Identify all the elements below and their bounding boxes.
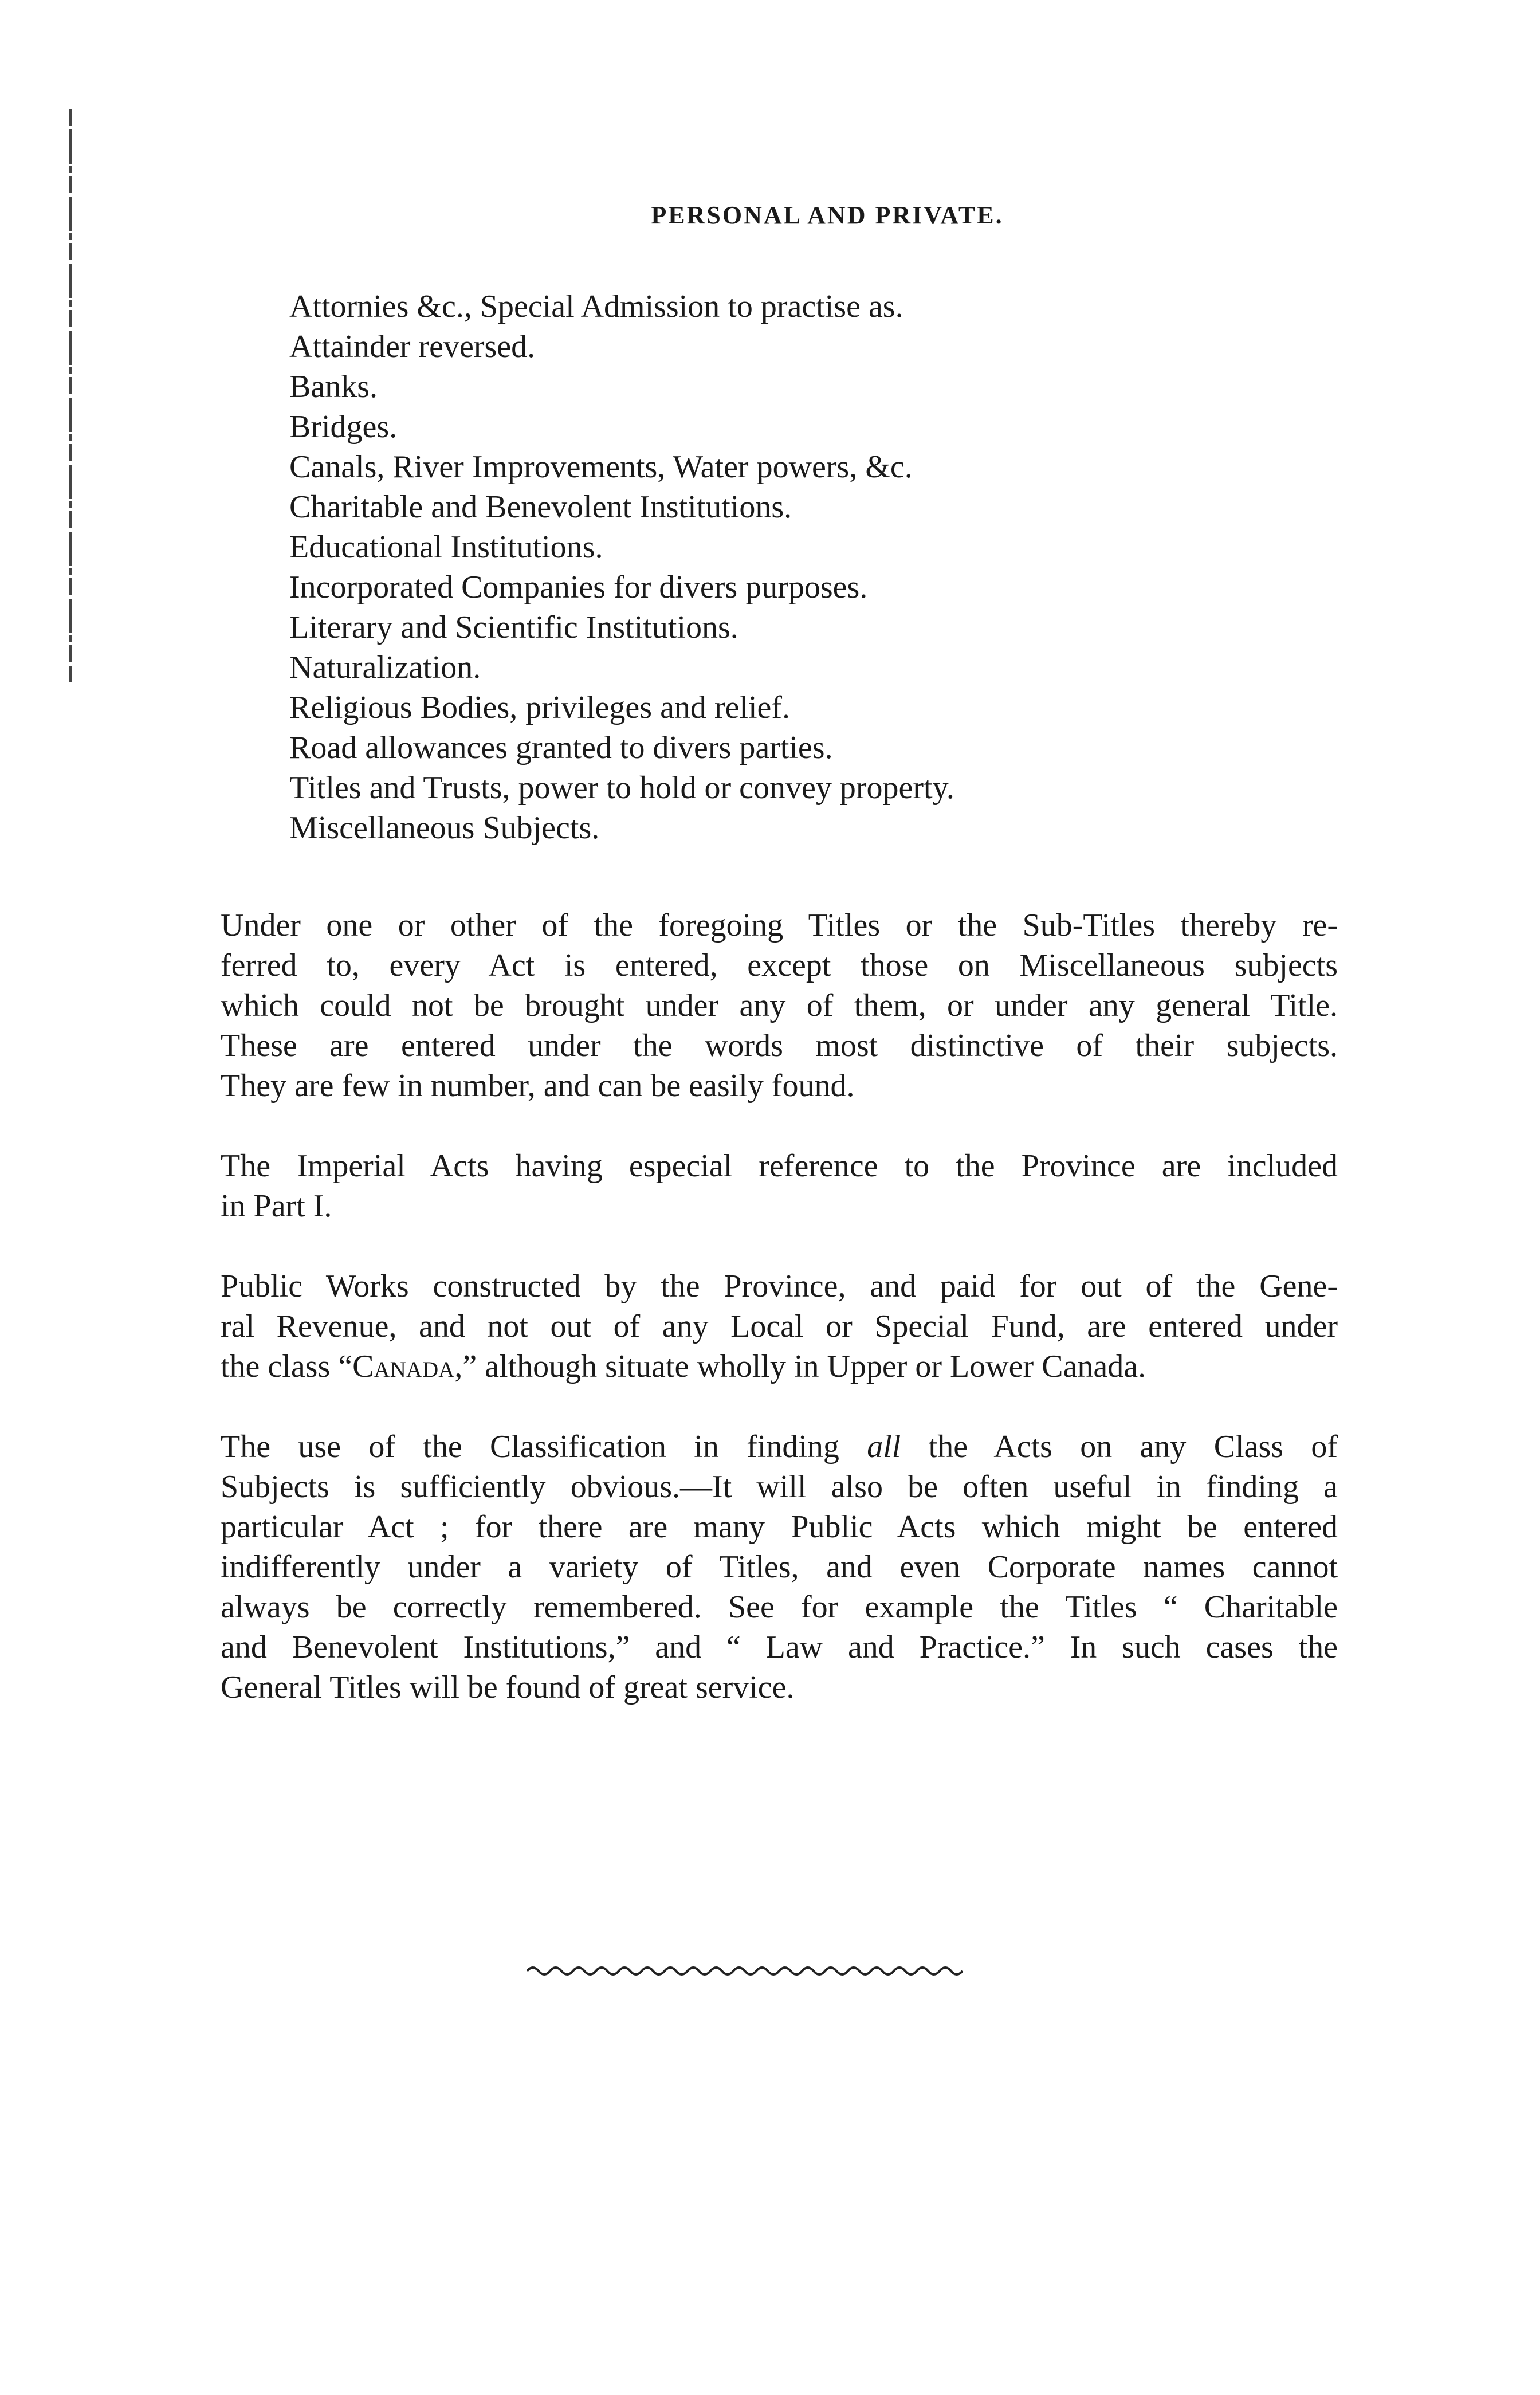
title-item: Road allowances granted to divers parties. (289, 730, 833, 765)
paragraph-line: They are few in number, and can be easily found. (221, 1068, 855, 1104)
paragraph-line (221, 1346, 1338, 1387)
paragraph-line: These are entered under the words most distinctive of their subjects. (221, 1028, 1338, 1063)
paragraph-line: ferred to, every Act is entered, except those on Miscellaneous subjects (221, 948, 1338, 983)
page-heading (0, 201, 1540, 230)
paragraph-line: and Benevolent Institutions,” and “ Law and Practice.” In such cases the (221, 1630, 1338, 1665)
paragraph-line: Public Works constructed by the Province, and paid for out of the Gene- (221, 1269, 1338, 1304)
paragraph-foregoing-titles (221, 905, 1338, 1106)
paragraph-classification-use (221, 1427, 1338, 1707)
title-item: Canals, River Improvements, Water powers, &c. (289, 449, 913, 485)
title-item: Banks. (289, 369, 378, 405)
emphasis-all: all (867, 1429, 901, 1465)
title-item: Literary and Scientific Institutions. (289, 610, 738, 645)
paragraph-line: The Imperial Acts having especial reference to the Province are included (221, 1148, 1338, 1184)
paragraph-line: which could not be brought under any of them, or under any general Title. (221, 988, 1338, 1023)
paragraph-line: in Part I. (221, 1188, 332, 1224)
paragraph-line: Subjects is sufficiently obvious.—It will also be often useful in finding a (221, 1469, 1338, 1505)
binding-line-graphic (68, 109, 73, 682)
titles-list (289, 286, 954, 848)
paragraph-imperial-acts (221, 1146, 1338, 1226)
paragraph-line: indifferently under a variety of Titles, and even Corporate names cannot (221, 1549, 1338, 1585)
title-item: Educational Institutions. (289, 529, 603, 565)
title-item: Charitable and Benevolent Institutions. (289, 489, 792, 525)
title-item: Titles and Trusts, power to hold or convey property. (289, 770, 954, 806)
title-item: Incorporated Companies for divers purposes. (289, 570, 868, 605)
text-run: the class “ (221, 1349, 353, 1384)
wavy-ornament-divider (527, 1960, 985, 1982)
title-item: Attornies &c., Special Admission to practise as. (289, 289, 903, 324)
text-run: ,” although situate wholly in Upper or Lower Canada. (454, 1349, 1146, 1384)
paragraph-line: ral Revenue, and not out of any Local or Special Fund, are entered under (221, 1309, 1338, 1344)
title-item: Miscellaneous Subjects. (289, 810, 600, 846)
paragraph-line: always be correctly remembered. See for example the Titles “ Charitable (221, 1589, 1338, 1625)
paragraph-line: particular Act ; for there are many Public Acts which might be entered (221, 1509, 1338, 1545)
paragraph-line (221, 1427, 1338, 1467)
title-item: Naturalization. (289, 650, 481, 685)
title-item: Bridges. (289, 409, 398, 445)
binding-mark (68, 109, 73, 682)
class-name-canada: Canada (352, 1349, 455, 1384)
text-run: The use of the Classification in finding (221, 1429, 867, 1465)
paragraph-public-works (221, 1266, 1338, 1387)
paragraph-line: Under one or other of the foregoing Titles or the Sub-Titles thereby re- (221, 908, 1338, 943)
ornament-wave-graphic (527, 1960, 985, 1982)
title-item: Religious Bodies, privileges and relief. (289, 690, 791, 725)
title-item: Attainder reversed. (289, 329, 536, 364)
paragraph-line: General Titles will be found of great service. (221, 1670, 795, 1705)
page-heading-text: PERSONAL AND PRIVATE. (651, 201, 1004, 229)
text-run: the Acts on any Class of (901, 1429, 1338, 1465)
